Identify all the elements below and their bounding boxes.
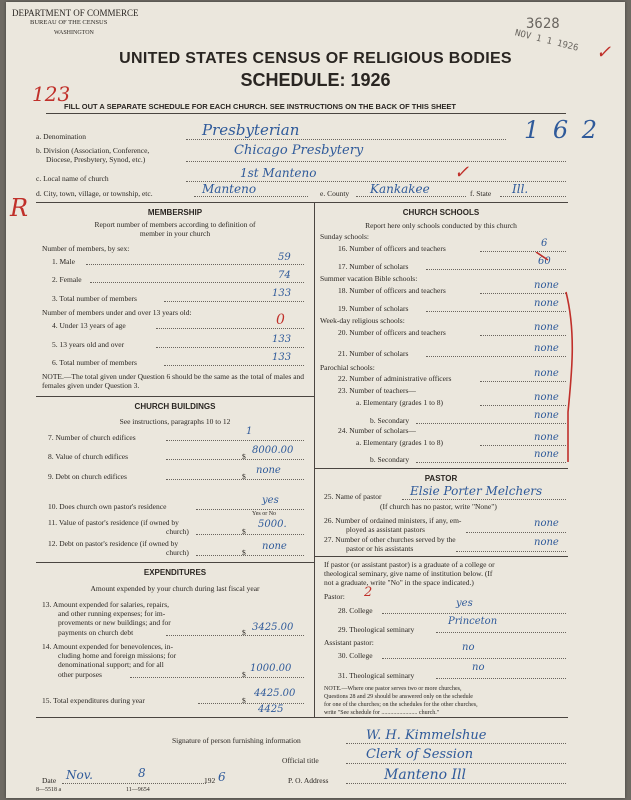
date-day: 8	[138, 766, 146, 780]
q10-value: yes	[262, 495, 279, 506]
q27-label-2: pastor or his assistants	[346, 544, 414, 553]
q5-value: 133	[272, 334, 292, 345]
dollar-sign: $	[242, 452, 246, 461]
census-schedule-page	[6, 2, 625, 798]
q12-label-2: church)	[166, 548, 189, 557]
q21-value: none	[534, 343, 559, 354]
q27-label: 27. Number of other churches served by the	[324, 535, 456, 544]
local-name-label: c. Local name of church	[36, 174, 109, 183]
official-title-label: Official title	[282, 756, 319, 765]
grad-instruction-3: not a graduate, write "No" in the space indicated.)	[324, 578, 474, 587]
dollar-sign: $	[242, 472, 246, 481]
q7-value: 1	[246, 426, 253, 437]
q22-label: 22. Number of administrative officers	[338, 374, 452, 383]
date-month: Nov.	[66, 768, 93, 782]
q8-label: 8. Value of church edifices	[48, 452, 129, 461]
po-address-value: Manteno Ill	[384, 767, 466, 783]
q13-label-4: payments on church debt	[58, 628, 134, 637]
q14-label-3: denominational support; and for all	[58, 660, 164, 669]
q30-value: no	[462, 642, 475, 653]
form-title: UNITED STATES CENSUS OF RELIGIOUS BODIES	[119, 50, 512, 67]
form-number-2: 11—9654	[126, 787, 150, 793]
division-label: b. Division (Association, Conference,	[36, 146, 150, 155]
q26-value: none	[534, 518, 559, 529]
q10-label: 10. Does church own pastor's residence	[48, 502, 167, 511]
city-label: d. City, town, village, or township, etc.	[36, 189, 153, 198]
q23a-label: a. Elementary (grades 1 to 8)	[356, 398, 444, 407]
q12-label: 12. Debt on pastor's residence (if owned by	[48, 539, 179, 548]
stamp-date: NOV 1 1 1926	[513, 28, 580, 54]
q19-label: 19. Number of scholars	[338, 304, 409, 313]
q6-label: 6. Total number of members	[52, 358, 137, 367]
schools-sub: Report here only schools conducted by this church	[365, 221, 517, 230]
q6-value: 133	[272, 352, 292, 363]
q24b-label: b. Secondary	[370, 455, 410, 464]
q9-value: none	[256, 465, 281, 476]
q21-label: 21. Number of scholars	[338, 349, 409, 358]
fill-instruction: FILL OUT A SEPARATE SCHEDULE FOR EACH CHURCH. SEE INSTRUCTIONS ON THE BACK OF THIS SHEET	[64, 102, 456, 111]
dollar-sign: $	[242, 548, 246, 557]
state-value: Ill.	[512, 182, 529, 196]
q18-value: none	[534, 280, 559, 291]
q11-label: 11. Value of pastor's residence (if owned by	[48, 518, 179, 527]
q8-value: 8000.00	[252, 445, 294, 456]
signature-value: W. H. Kimmelshue	[366, 728, 487, 743]
q23a-value: none	[534, 392, 559, 403]
membership-sub2: member in your church	[139, 229, 211, 238]
q11-label-2: church)	[166, 527, 189, 536]
po-address-label: P. O. Address	[288, 776, 329, 785]
parochial-label: Parochial schools:	[320, 363, 375, 372]
membership-title: MEMBERSHIP	[147, 208, 203, 217]
expenditures-sub: Amount expended by your church during last fiscal year	[90, 584, 260, 593]
q31-label: 31. Theological seminary	[338, 671, 415, 680]
summer-label: Summer vacation Bible schools:	[320, 274, 418, 283]
yes-no-hint: Yes or No	[252, 511, 277, 517]
membership-note: NOTE.—The total given under Question 6 should be the same as the total of males and females given under Question 3.	[42, 372, 305, 390]
q13-label: 13. Amount expended for salaries, repairs,	[42, 600, 170, 609]
red-check-mark-icon: ✓	[454, 162, 470, 183]
weekday-label: Week-day religious schools:	[320, 316, 405, 325]
q14-label-4: other purposes	[58, 670, 102, 679]
q13-value: 3425.00	[252, 622, 294, 633]
pastor-note: NOTE.—Where one pastor serves two or more churches,	[324, 686, 462, 692]
q20-value: none	[534, 322, 559, 333]
code-number: 1 6 2	[524, 116, 601, 144]
q24a-value: none	[534, 432, 559, 443]
dollar-sign: $	[242, 696, 246, 705]
q15-label: 15. Total expenditures during year	[42, 696, 145, 705]
grad-instruction-2: theological seminary, give name of institution below. (If	[324, 569, 493, 578]
q24b-value: none	[534, 449, 559, 460]
age-label: Number of members under and over 13 years old:	[42, 308, 192, 317]
pastor-note-3: for one of the churches; on the schedules for the other churches,	[324, 702, 478, 708]
q27-value: none	[534, 537, 559, 548]
denomination-label: a. Denomination	[36, 132, 86, 141]
q12-value: none	[262, 541, 287, 552]
expenditures-title: EXPENDITURES	[143, 568, 207, 577]
bureau-name: BUREAU OF THE CENSUS	[30, 19, 108, 26]
division-value: Chicago Presbytery	[234, 143, 364, 158]
q2-value: 74	[278, 270, 291, 281]
year-prefix: 192	[204, 776, 216, 785]
buildings-title: CHURCH BUILDINGS	[134, 402, 216, 411]
q1-label: 1. Male	[52, 257, 75, 266]
by-sex-label: Number of members, by sex:	[42, 244, 130, 253]
pastor-title: PASTOR	[424, 474, 458, 483]
q24a-label: a. Elementary (grades 1 to 8)	[356, 438, 444, 447]
q26-label-2: ployed as assistant pastors	[346, 525, 425, 534]
q4-label: 4. Under 13 years of age	[52, 321, 126, 330]
sunday-label: Sunday schools:	[320, 232, 369, 241]
division-label-2: Diocese, Presbytery, Synod, etc.)	[46, 155, 146, 164]
q7-label: 7. Number of church edifices	[48, 433, 136, 442]
q16-label: 16. Number of officers and teachers	[338, 244, 446, 253]
schools-title: CHURCH SCHOOLS	[402, 208, 480, 217]
q28-value: yes	[456, 598, 473, 609]
q24-label: 24. Number of scholars—	[338, 426, 416, 435]
dollar-sign: $	[242, 628, 246, 637]
q25-hint: (If church has no pastor, write "None")	[380, 502, 497, 511]
year-digit: 6	[218, 770, 226, 784]
q5-label: 5. 13 years old and over	[52, 340, 125, 349]
grad-instruction: If pastor (or assistant pastor) is a graduate of a college or	[324, 560, 495, 569]
q30-label: 30. College	[338, 651, 373, 660]
form-subtitle: SCHEDULE: 1926	[240, 70, 391, 90]
q1-value: 59	[278, 252, 291, 263]
q23-label: 23. Number of teachers—	[338, 386, 416, 395]
q20-label: 20. Number of officers and teachers	[338, 328, 446, 337]
red-r-mark: R	[10, 194, 29, 222]
buildings-sub: See instructions, paragraphs 10 to 12	[119, 417, 231, 426]
official-title-value: Clerk of Session	[366, 747, 474, 762]
q11-value: 5000.	[258, 519, 287, 530]
q3-label: 3. Total number of members	[52, 294, 137, 303]
q13-label-2: and other running expenses; for im-	[58, 609, 166, 618]
q26-label: 26. Number of ordained ministers, if any, em-	[324, 516, 462, 525]
denomination-value: Presbyterian	[202, 121, 300, 139]
stamp-number: 3628	[526, 16, 560, 32]
date-label: Date	[42, 776, 57, 785]
q15-value: 4425.00	[254, 688, 296, 699]
q14-value: 1000.00	[250, 663, 292, 674]
q17-label: 17. Number of scholars	[338, 262, 409, 271]
q15-value-sum: 4425	[258, 704, 284, 715]
pastor-note-4: write "See schedule for ........................ church."	[324, 710, 440, 716]
q3-value: 133	[272, 288, 292, 299]
q18-label: 18. Number of officers and teachers	[338, 286, 446, 295]
q14-label-2: cluding home and foreign missions; for	[58, 651, 177, 660]
county-value: Kankakee	[370, 182, 430, 196]
q16-value: 6	[541, 238, 548, 249]
county-label: e. County	[320, 189, 350, 198]
state-label: f. State	[470, 189, 492, 198]
red-bracket-icon	[506, 252, 576, 472]
assistant-pastor-label: Assistant pastor:	[324, 638, 374, 647]
pastor-note-2: Questions 28 and 29 should be answered only on the schedule	[324, 694, 473, 700]
pastor-mark: 2	[364, 585, 373, 600]
department-name: DEPARTMENT OF COMMERCE	[12, 8, 139, 18]
q31-value: no	[472, 662, 485, 673]
membership-sub1: Report number of members according to definition of	[94, 220, 256, 229]
q14-label: 14. Amount expended for benevolences, in-	[42, 642, 174, 651]
q2-label: 2. Female	[52, 275, 82, 284]
red-number: 123	[32, 82, 71, 106]
q13-label-3: provements or new buildings; and for	[58, 618, 171, 627]
local-name-value: 1st Manteno	[240, 166, 317, 180]
pastor-label: Pastor:	[324, 592, 345, 601]
q17-value: 60	[538, 256, 551, 267]
q28-label: 28. College	[338, 606, 373, 615]
q9-label: 9. Debt on church edifices	[48, 472, 127, 481]
form-number: 8—5518 a	[36, 787, 62, 793]
q25-value: Elsie Porter Melchers	[410, 484, 543, 498]
city-value: Manteno	[202, 182, 257, 196]
q23b-value: none	[534, 410, 559, 421]
dollar-sign: $	[242, 527, 246, 536]
q25-label: 25. Name of pastor	[324, 492, 382, 501]
q22-value: none	[534, 368, 559, 379]
q23b-label: b. Secondary	[370, 416, 410, 425]
city-name: WASHINGTON	[54, 30, 94, 36]
department-header	[12, 8, 138, 38]
q4-value: 0	[276, 312, 285, 328]
q29-value: Princeton	[448, 616, 498, 627]
q19-value: none	[534, 298, 559, 309]
dollar-sign: $	[242, 670, 246, 679]
signature-label: Signature of person furnishing information	[172, 736, 301, 745]
q29-label: 29. Theological seminary	[338, 625, 415, 634]
check-mark-icon: ✓	[596, 42, 612, 63]
